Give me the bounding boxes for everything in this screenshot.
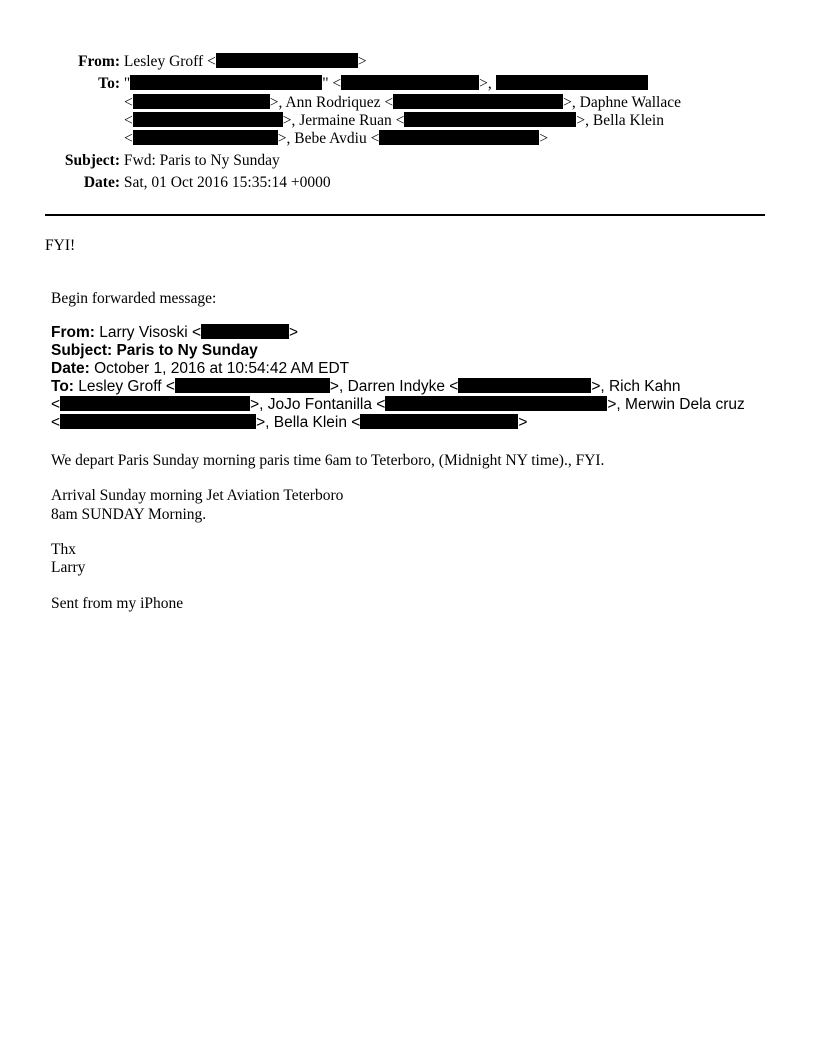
to-row: To: " " < >, [45, 75, 648, 93]
fwd-date-text: October 1, 2016 at 10:54:42 AM EDT [94, 360, 350, 377]
fwd-to-row: To: Lesley Groff < >, Darren Indyke < >, Rich Kahn [51, 378, 681, 395]
message-line: Arrival Sunday morning Jet Aviation Teterboro [51, 487, 344, 504]
message-line: 8am SUNDAY Morning. [51, 506, 207, 523]
fwd-subject-label: Subject: [51, 342, 113, 359]
header-divider [45, 214, 765, 216]
recipient-name: Daphne Wallace [579, 94, 681, 111]
recipient-name: Rich Kahn [608, 378, 681, 395]
redaction-block [60, 396, 250, 411]
recipient-name: JoJo Fontanilla [267, 396, 372, 413]
from-label: From: [78, 53, 120, 70]
recipient-name: Bella Klein [592, 112, 664, 129]
to-row-continued: < >, Ann Rodriquez < >, Daphne Wallace [124, 94, 681, 111]
recipient-name: Jermaine Ruan [299, 112, 392, 129]
redaction-block [60, 414, 256, 429]
redaction-block [458, 378, 591, 393]
fwd-to-label: To: [51, 378, 74, 395]
redaction-block [360, 414, 518, 429]
fwd-to-row-continued: < >, Bella Klein < > [51, 414, 528, 431]
subject-text: Fwd: Paris to Ny Sunday [123, 152, 280, 169]
to-row-continued: < >, Bebe Avdiu < > [124, 130, 549, 147]
redaction-block [379, 130, 539, 145]
signature: Sent from my iPhone [51, 595, 184, 612]
redaction-block [130, 75, 322, 90]
redaction-block [133, 94, 270, 109]
redaction-block [216, 53, 358, 68]
fwd-from-row: From: Larry Visoski < > [51, 324, 299, 341]
redaction-block [201, 324, 289, 339]
fwd-to-row-continued: < >, JoJo Fontanilla < >, Merwin Dela cruz [51, 396, 745, 413]
to-row-continued: < >, Jermaine Ruan < >, Bella Klein [124, 112, 664, 129]
date-label: Date: [83, 174, 120, 191]
redaction-block [341, 75, 479, 90]
fwd-subject-text: Paris to Ny Sunday [116, 342, 258, 359]
fyi-text: FYI! [45, 237, 76, 254]
message-line: Thx [51, 541, 76, 558]
recipient-name: Merwin Dela cruz [625, 396, 745, 413]
to-label: To: [98, 75, 120, 92]
recipient-name: Bebe Avdiu [294, 130, 367, 147]
subject-row [45, 152, 280, 170]
fwd-from-name: Larry Visoski [99, 324, 188, 341]
fwd-from-label: From: [51, 324, 95, 341]
recipient-name: Bella Klein [273, 414, 347, 431]
redaction-block [133, 130, 278, 145]
recipient-name: Ann Rodriquez [285, 94, 381, 111]
date-row [45, 174, 331, 192]
forward-intro: Begin forwarded message: [51, 290, 217, 307]
redaction-block [175, 378, 330, 393]
fwd-date-row [51, 360, 349, 378]
from-row: From: Lesley Groff < > [45, 53, 367, 71]
redaction-block [385, 396, 607, 411]
date-text: Sat, 01 Oct 2016 15:35:14 +0000 [123, 174, 331, 191]
redaction-block [133, 112, 283, 127]
redaction-block [496, 75, 648, 90]
subject-label: Subject: [64, 152, 120, 169]
message-line: Larry [51, 559, 86, 576]
fwd-date-label: Date: [51, 360, 90, 377]
redaction-block [404, 112, 576, 127]
redaction-block [393, 94, 563, 109]
recipient-name: Darren Indyke [347, 378, 445, 395]
from-name: Lesley Groff [123, 53, 204, 70]
message-line: We depart Paris Sunday morning paris time 6am to Teterboro, (Midnight NY time)., FYI. [51, 452, 605, 469]
recipient-name: Lesley Groff [78, 378, 162, 395]
fwd-subject-row [51, 342, 258, 360]
